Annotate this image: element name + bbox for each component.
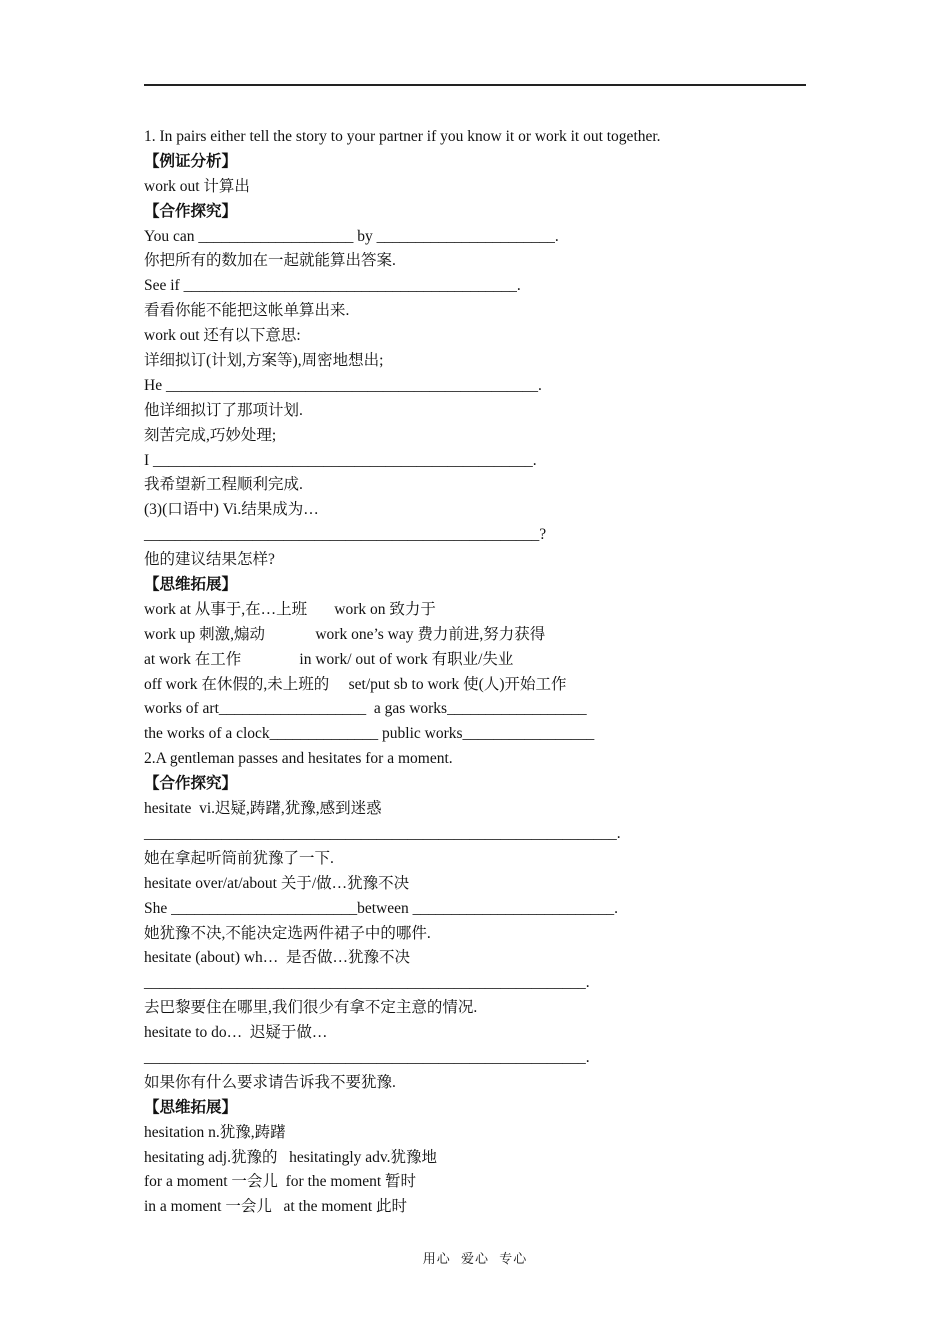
text-line: at work 在工作 in work/ out of work 有职业/失业	[144, 650, 514, 668]
document-body	[144, 125, 844, 1220]
text-line: work up 刺激,煽动 work one’s way 费力前进,努力获得	[144, 625, 546, 643]
text-line: 刻苦完成,巧妙处理;	[144, 426, 277, 444]
fill-in-line: works of art___________________ a gas works__________________	[144, 700, 587, 718]
text-line: work out 还有以下意思:	[144, 327, 301, 345]
fill-in-line: She ________________________between __________________________.	[144, 899, 619, 917]
header-rule	[144, 84, 806, 86]
fill-in-line: _____________________________________________________________.	[144, 824, 621, 842]
text-line: in a moment 一会儿 at the moment 此时	[144, 1198, 408, 1216]
section-heading: 【思维拓展】	[144, 1098, 238, 1116]
fill-in-line: You can ____________________ by _______________________.	[144, 227, 559, 245]
fill-in-line: He ________________________________________________.	[144, 376, 542, 394]
fill-in-line: _________________________________________________________.	[144, 974, 590, 992]
fill-in-line: ___________________________________________________?	[144, 526, 547, 544]
text-line: off work 在休假的,未上班的 set/put sb to work 使(人)开始工作	[144, 675, 567, 693]
text-line: (3)(口语中) Vi.结果成为…	[144, 501, 319, 519]
text-line: for a moment 一会儿 for the moment 暂时	[144, 1173, 417, 1191]
section-heading: 【思维拓展】	[144, 576, 238, 594]
text-line: hesitating adj.犹豫的 hesitatingly adv.犹豫地	[144, 1148, 438, 1166]
text-line: 他的建议结果怎样?	[144, 551, 275, 569]
text-line: hesitation n.犹豫,踌躇	[144, 1123, 286, 1141]
section-heading: 【合作探究】	[144, 202, 238, 220]
page-footer: 用心 爱心 专心	[422, 1251, 528, 1266]
text-line: 他详细拟订了那项计划.	[144, 401, 303, 419]
text-line: 看看你能不能把这帐单算出来.	[144, 302, 350, 320]
section-heading: 【例证分析】	[144, 152, 238, 170]
text-line: 1. In pairs either tell the story to your partner if you know it or work it out together.	[144, 128, 661, 145]
text-line: 我希望新工程顺利完成.	[144, 476, 303, 494]
fill-in-line: _________________________________________________________.	[144, 1048, 590, 1066]
text-line: hesitate to do… 迟疑于做…	[144, 1024, 328, 1042]
section-heading: 【合作探究】	[144, 775, 238, 793]
text-line: hesitate over/at/about 关于/做…犹豫不决	[144, 874, 410, 892]
text-line: 你把所有的数加在一起就能算出答案.	[144, 252, 396, 270]
text-line: 如果你有什么要求请告诉我不要犹豫.	[144, 1073, 396, 1091]
text-line: work out 计算出	[144, 177, 250, 195]
text-line: hesitate (about) wh… 是否做…犹豫不决	[144, 949, 411, 967]
text-line: 她在拿起听筒前犹豫了一下.	[144, 849, 334, 867]
text-line: 她犹豫不决,不能决定选两件裙子中的哪件.	[144, 924, 431, 942]
fill-in-line: I _________________________________________________.	[144, 451, 537, 469]
text-line: 详细拟订(计划,方案等),周密地想出;	[144, 352, 384, 370]
text-line: 去巴黎要住在哪里,我们很少有拿不定主意的情况.	[144, 999, 478, 1017]
fill-in-line: the works of a clock______________ public works_________________	[144, 725, 595, 743]
text-line: 2.A gentleman passes and hesitates for a moment.	[144, 750, 453, 768]
text-line: hesitate vi.迟疑,踌躇,犹豫,感到迷惑	[144, 800, 382, 818]
text-line: work at 从事于,在…上班 work on 致力于	[144, 600, 436, 618]
fill-in-line: See if ___________________________________________.	[144, 277, 521, 295]
